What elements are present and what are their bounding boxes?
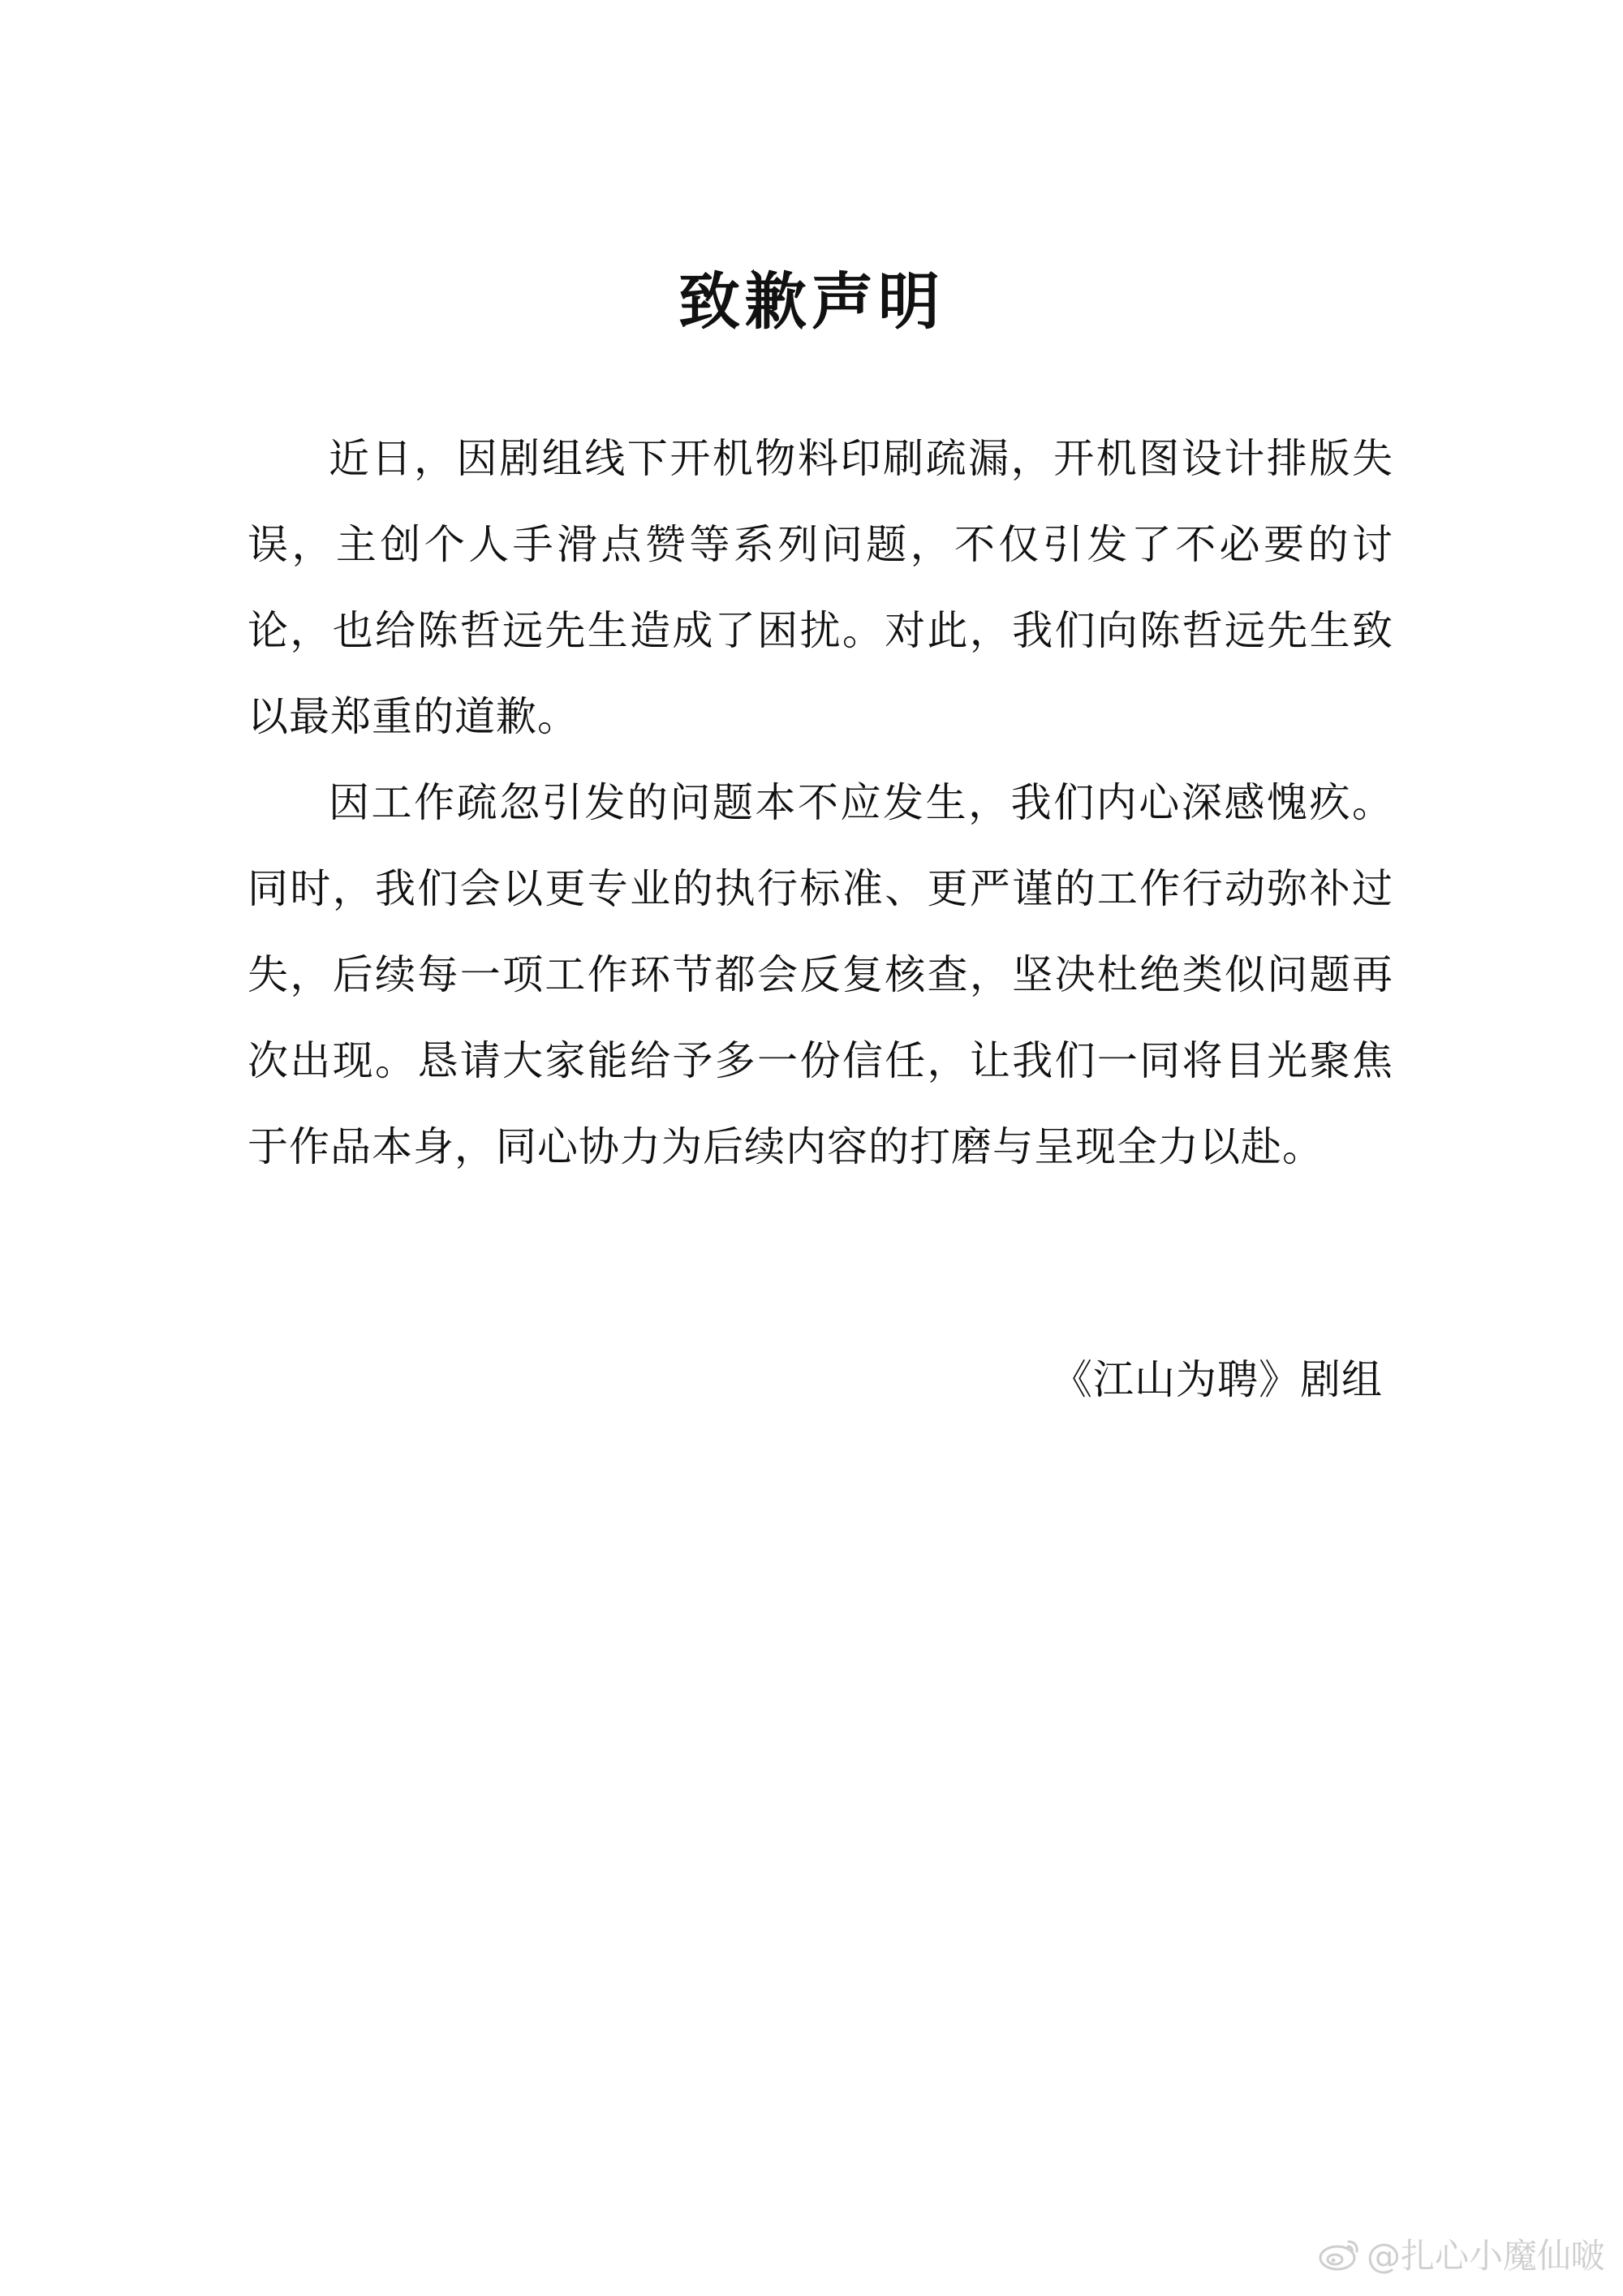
weibo-watermark bbox=[1318, 2229, 1605, 2278]
signature: 《江山为聘》剧组 bbox=[1052, 1356, 1383, 1403]
paragraph-2: 因工作疏忽引发的问题本不应发生，我们内心深感愧疚。同时，我们会以更专业的执行标准、更严谨的工作行动弥补过失，后续每一项工作环节都会反复核查，坚决杜绝类似问题再次出现。恳请大家能给予多一份信任，让我们一同将目光聚焦于作品本身，同心协力为后续内容的打磨与呈现全力以赴。 bbox=[248, 779, 1393, 1170]
watermark-text: @扎心小魔仙啵 bbox=[1366, 2236, 1605, 2276]
statement-body bbox=[248, 416, 1393, 1190]
paragraph-1: 近日，因剧组线下开机物料印刷疏漏，开机图设计排版失误，主创个人手滑点赞等系列问题，不仅引发了不必要的讨论，也给陈哲远先生造成了困扰。对此，我们向陈哲远先生致以最郑重的道歉。 bbox=[248, 435, 1393, 740]
weibo-logo-icon bbox=[1318, 2237, 1360, 2271]
page-title: 致歉声明 bbox=[678, 265, 945, 338]
